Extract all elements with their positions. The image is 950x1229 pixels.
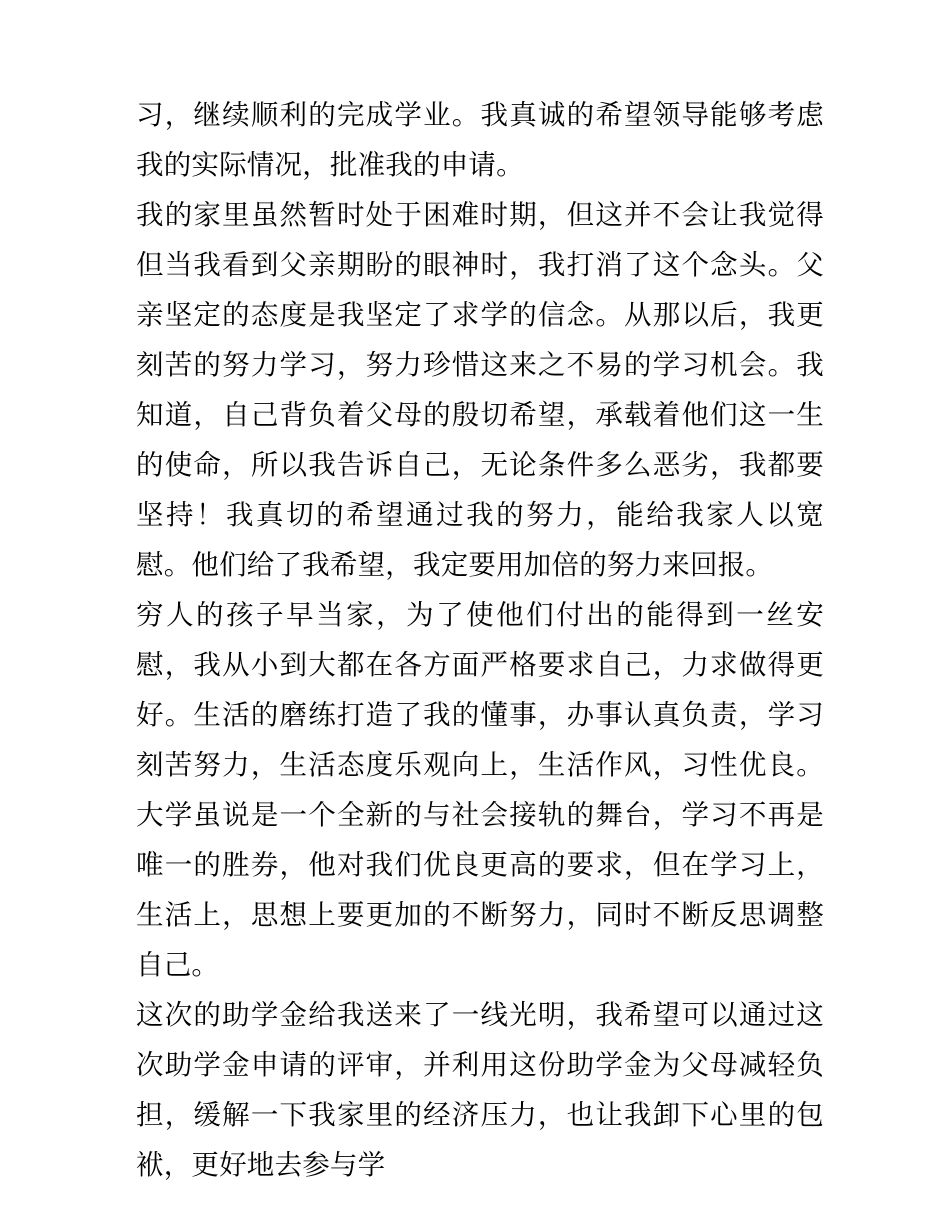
paragraph: 穷人的孩子早当家，为了使他们付出的能得到一丝安慰，我从小到大都在各方面严格要求自己，力求做得更好。生活的磨练打造了我的懂事，办事认真负责，学习刻苦努力，生活态度乐观向上，生活作风，习性优良。大学虽说是一个全新的与社会接轨的舞台，学习不再是唯一的胜券，他对我们优良更高的要求，但在学习上，生活上，思想上要更加的不断努力，同时不断反思调整自己。 [136,599,824,981]
document-text-body [136,90,824,1190]
paragraph: 我的家里虽然暂时处于困难时期，但这并不会让我觉得但当我看到父亲期盼的眼神时，我打消了这个念头。父亲坚定的态度是我坚定了求学的信念。从那以后，我更刻苦的努力学习，努力珍惜这来之不易的学习机会。我知道，自己背负着父母的殷切希望，承载着他们这一生的使命，所以我告诉自己，无论条件多么恶劣，我都要坚持！我真切的希望通过我的努力，能给我家人以宽慰。他们给了我希望，我定要用加倍的努力来回报。 [136,199,824,581]
paragraph: 这次的助学金给我送来了一线光明，我希望可以通过这次助学金申请的评审，并利用这份助学金为父母减轻负担，缓解一下我家里的经济压力，也让我卸下心里的包袱，更好地去参与学 [136,999,824,1181]
paragraph: 习，继续顺利的完成学业。我真诚的希望领导能够考虑我的实际情况，批准我的申请。 [136,99,824,181]
